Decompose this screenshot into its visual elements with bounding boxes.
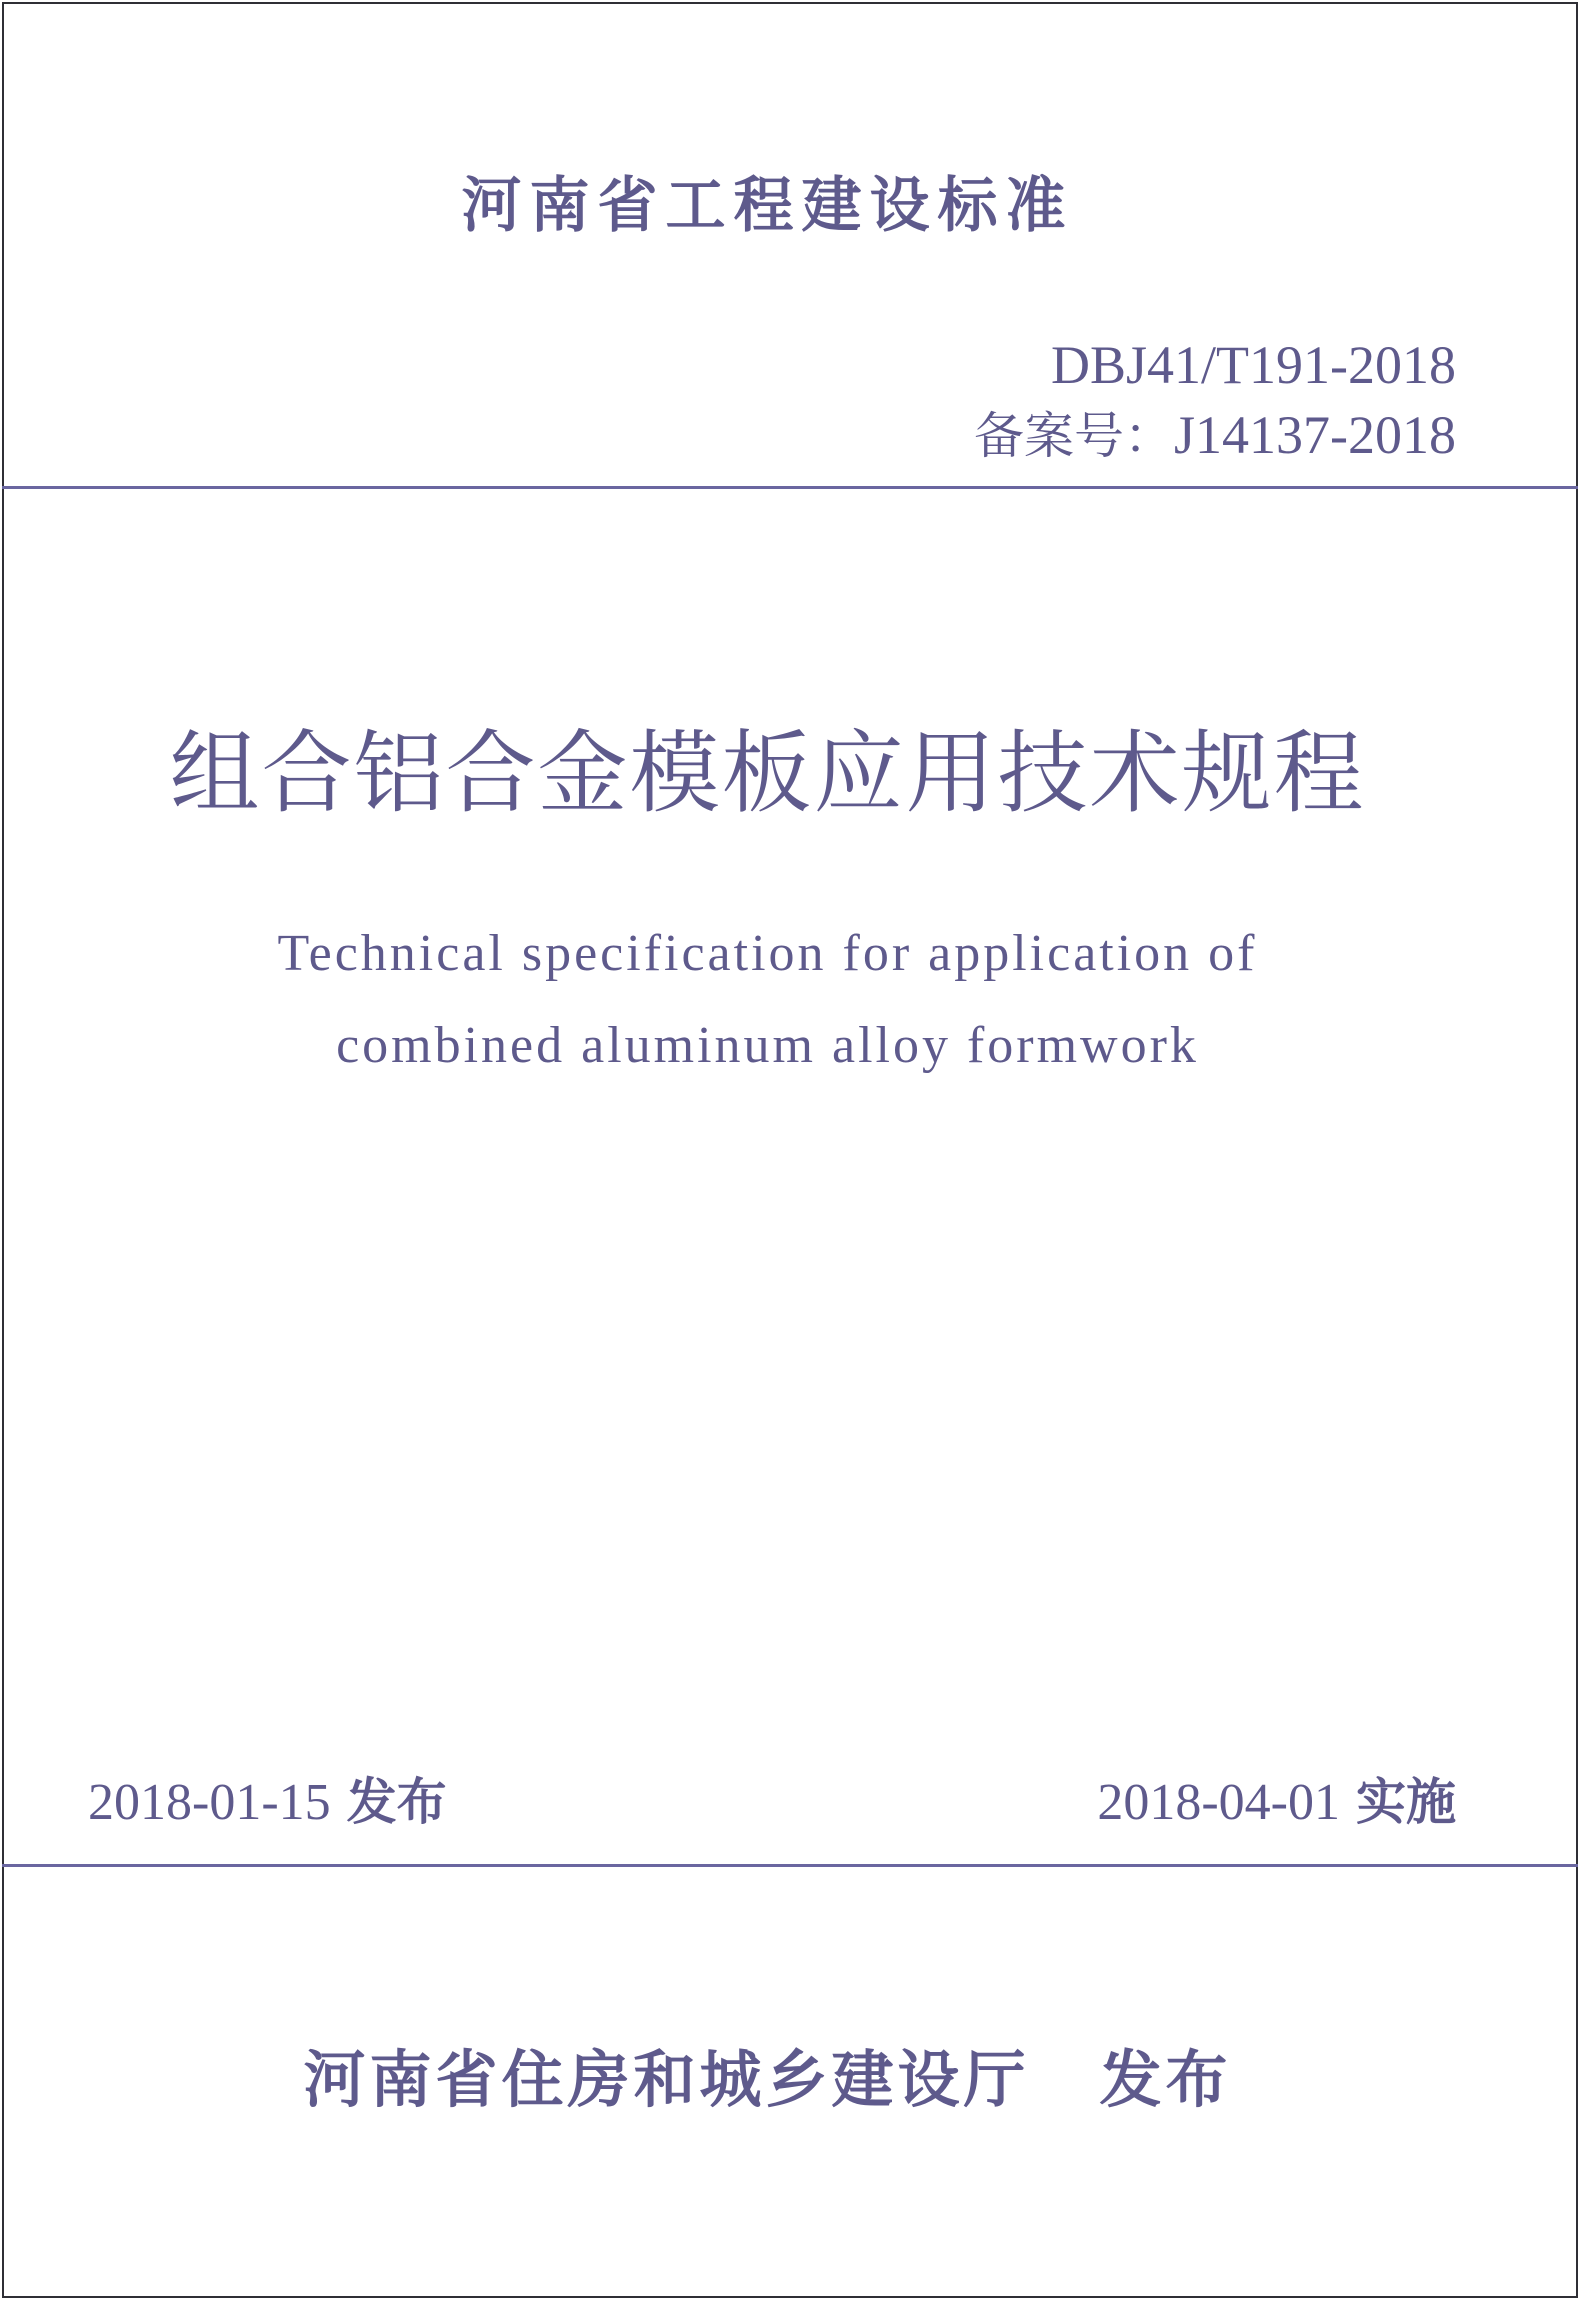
main-title-english xyxy=(0,908,1535,1092)
standard-number: DBJ41/T191-2018 xyxy=(1051,335,1456,395)
record-number-line xyxy=(974,400,1456,471)
issue-date: 2018-01-15 xyxy=(88,1774,331,1831)
bottom-divider xyxy=(2,1864,1578,1867)
publisher-line xyxy=(0,2030,1535,2119)
issue-label: 发布 xyxy=(346,1773,447,1831)
issue-date-block xyxy=(88,1762,447,1834)
effective-label: 实施 xyxy=(1356,1773,1456,1831)
top-divider xyxy=(2,486,1578,489)
effective-date: 2018-04-01 xyxy=(1097,1774,1340,1831)
english-title-line-1: Technical specification for application of xyxy=(277,925,1258,982)
effective-date-block xyxy=(1097,1762,1456,1834)
publisher-action: 发布 xyxy=(1099,2043,1232,2116)
record-number: J14137-2018 xyxy=(1174,405,1456,465)
publisher-name: 河南省住房和城乡建设厅 xyxy=(303,2043,1030,2116)
record-label: 备案号： xyxy=(974,407,1174,465)
standard-number-block xyxy=(974,330,1456,471)
series-title: 河南省工程建设标准 xyxy=(461,171,1074,241)
main-title-chinese: 组合铝合金模板应用技术规程 xyxy=(169,721,1366,826)
english-title-line-2: combined aluminum alloy formwork xyxy=(336,1017,1199,1074)
